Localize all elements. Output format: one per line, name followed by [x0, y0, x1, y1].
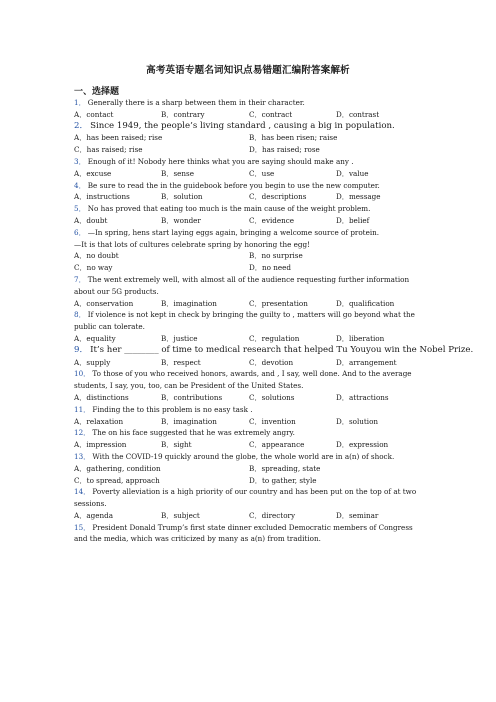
option-a[interactable]: A．no doubt [74, 251, 119, 261]
option-a[interactable]: A．has been raised; rise [74, 133, 163, 143]
question-number: 2． [74, 120, 89, 131]
options-8 [74, 333, 424, 345]
question-text: Be sure to read the in the guidebook before you begin to use the new computer. [87, 180, 380, 190]
option-d[interactable]: D．no need [249, 263, 291, 273]
option-a[interactable]: A．relaxation [74, 416, 124, 426]
option-b[interactable]: B．spreading, state [249, 463, 321, 473]
options-6-row1 [74, 250, 424, 262]
question-text: Finding the to this problem is no easy task . [92, 404, 253, 414]
options-14 [74, 510, 424, 522]
option-c[interactable]: C．solutions [249, 392, 295, 402]
question-7 [74, 274, 424, 298]
question-text: To those of you who received honors, awards, and , I say, well done. And to the average students, I say, you, too, can be President of the United States. [74, 369, 412, 391]
option-a[interactable]: A．distinctions [74, 392, 129, 402]
option-c[interactable]: C．no way [74, 263, 113, 273]
option-b[interactable]: B．respect [161, 357, 201, 367]
question-number: 15． [74, 522, 91, 532]
option-d[interactable]: D．value [336, 168, 369, 178]
option-a[interactable]: A．gathering, condition [74, 463, 161, 473]
option-b[interactable]: B．sense [161, 168, 194, 178]
option-c[interactable]: C．regulation [249, 333, 300, 343]
option-c[interactable]: C．invention [249, 416, 296, 426]
question-number: 4． [74, 180, 86, 190]
question-number: 8． [74, 310, 86, 320]
options-3 [74, 168, 424, 180]
options-11 [74, 416, 424, 428]
option-a[interactable]: A．equality [74, 333, 116, 343]
options-9 [74, 357, 424, 369]
question-5 [74, 203, 424, 215]
options-13-row1 [74, 463, 424, 475]
option-d[interactable]: D．belief [336, 215, 370, 225]
question-15 [74, 522, 424, 546]
question-text: Generally there is a sharp between them in their character. [87, 98, 305, 107]
option-d[interactable]: D．arrangement [336, 357, 397, 367]
option-d[interactable]: D．attractions [336, 392, 389, 402]
question-text: If violence is not kept in check by bringing the guilty to , matters will go beyond what the public can tolerate. [74, 310, 415, 332]
option-a[interactable]: A．instructions [74, 192, 130, 202]
options-2-row1 [74, 132, 424, 144]
options-7 [74, 298, 424, 310]
options-6-row2 [74, 262, 424, 274]
question-number: 6． [74, 227, 86, 237]
option-c[interactable]: C．descriptions [249, 192, 307, 202]
question-2 [74, 121, 424, 133]
question-6 [74, 227, 424, 239]
question-8 [74, 309, 424, 333]
option-a[interactable]: A．doubt [74, 215, 108, 225]
option-b[interactable]: B．justice [161, 333, 198, 343]
options-2-row2 [74, 144, 424, 156]
option-d[interactable]: D．has raised; rose [249, 145, 320, 155]
question-text: No has proved that eating too much is the main cause of the weight problem. [87, 204, 371, 214]
option-b[interactable]: B．contrary [161, 109, 205, 119]
question-text: With the COVID-19 quickly around the globe, the whole world are in a(n) of shock. [92, 451, 395, 461]
option-d[interactable]: D．qualification [336, 298, 395, 308]
options-10 [74, 392, 424, 404]
option-b[interactable]: B．subject [161, 510, 200, 520]
option-b[interactable]: B．no surprise [249, 251, 303, 261]
question-number: 13． [74, 451, 91, 461]
option-d[interactable]: D．message [336, 192, 381, 202]
question-number: 12． [74, 428, 91, 438]
question-number: 5． [74, 204, 86, 214]
question-text: The went extremely well, with almost all of the audience requesting further information about our 5G products. [74, 274, 410, 296]
option-c[interactable]: C．appearance [249, 440, 305, 450]
option-b[interactable]: B．wonder [161, 215, 201, 225]
option-b[interactable]: B．solution [161, 192, 203, 202]
question-9 [74, 344, 474, 357]
question-number: 9． [74, 344, 89, 355]
option-c[interactable]: C．to spread, approach [74, 475, 160, 485]
option-c[interactable]: C．presentation [249, 298, 308, 308]
option-c[interactable]: C．use [249, 168, 275, 178]
option-c[interactable]: C．directory [249, 510, 296, 520]
question-number: 1． [74, 98, 86, 107]
question-text: It’s her ________ of time to medical research that helped Tu Youyou win the Nobel Prize. [90, 344, 474, 355]
question-text: Enough of it! Nobody here thinks what you are saying should make any . [87, 156, 354, 166]
option-b[interactable]: B．contributions [161, 392, 223, 402]
option-a[interactable]: A．agenda [74, 510, 114, 520]
question-number: 3． [74, 156, 86, 166]
option-d[interactable]: D．contrast [336, 109, 380, 119]
option-b[interactable]: B．sight [161, 440, 192, 450]
options-1 [74, 109, 424, 121]
question-text: President Donald Trump’s first state dinner excluded Democratic members of Congress and the media, which was criticized by many as a(n) from tradition. [74, 522, 413, 544]
question-1 [74, 97, 424, 109]
page-title: 高考英语专题名词知识点易错题汇编附答案解析 [146, 65, 350, 76]
question-text: The on his face suggested that he was extremely angry. [92, 428, 295, 438]
options-13-row2 [74, 475, 424, 487]
question-12 [74, 427, 424, 439]
question-number: 10． [74, 369, 91, 379]
option-c[interactable]: C．evidence [249, 215, 295, 225]
section-heading: 一、选择题 [74, 87, 120, 97]
question-10 [74, 368, 424, 392]
options-4 [74, 191, 424, 203]
option-c[interactable]: C．contract [249, 109, 293, 119]
question-6-reply: —It is that lots of cultures celebrate spring by honoring the egg! [74, 239, 310, 249]
question-text: Poverty alleviation is a high priority of our country and has been put on the top of at two sessions. [74, 487, 417, 509]
question-13 [74, 451, 424, 463]
options-12 [74, 439, 424, 451]
option-c[interactable]: C．has raised; rise [74, 145, 143, 155]
option-b[interactable]: B．imagination [161, 298, 217, 308]
option-d[interactable]: D．expression [336, 440, 389, 450]
option-a[interactable]: A．supply [74, 357, 111, 367]
question-11 [74, 404, 424, 416]
question-number: 14． [74, 487, 91, 497]
question-list [74, 97, 474, 545]
option-a[interactable]: A．contact [74, 109, 114, 119]
question-4 [74, 180, 424, 192]
option-d[interactable]: D．solution [336, 416, 379, 426]
question-3 [74, 156, 424, 168]
question-14 [74, 486, 424, 510]
question-text: —In spring, hens start laying eggs again, bringing a welcome source of protein. [87, 227, 380, 237]
option-b[interactable]: B．has been risen; raise [249, 133, 338, 143]
question-text: Since 1949, the people’s living standard , causing a big in population. [90, 120, 395, 131]
question-number: 11． [74, 404, 91, 414]
option-c[interactable]: C．devotion [249, 357, 294, 367]
option-a[interactable]: A．excuse [74, 168, 112, 178]
question-number: 7． [74, 274, 86, 284]
option-a[interactable]: A．impression [74, 440, 127, 450]
option-d[interactable]: D．liberation [336, 333, 385, 343]
option-d[interactable]: D．to gather, style [249, 475, 317, 485]
option-b[interactable]: B．imagination [161, 416, 217, 426]
option-d[interactable]: D．seminar [336, 510, 379, 520]
option-a[interactable]: A．conservation [74, 298, 134, 308]
options-5 [74, 215, 424, 227]
